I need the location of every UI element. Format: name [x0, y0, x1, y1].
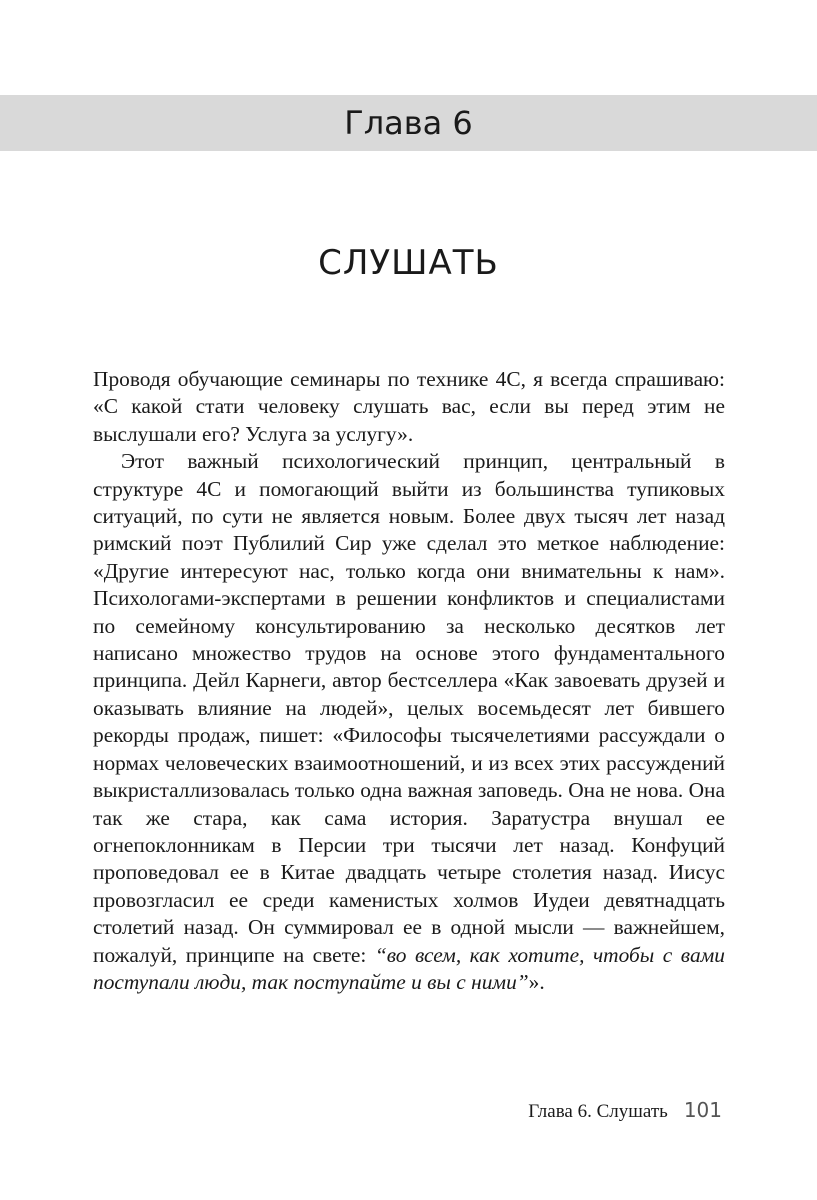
paragraph-1 [93, 366, 725, 448]
chapter-title: СЛУШАТЬ [318, 243, 499, 283]
body-text [93, 366, 725, 996]
page-number: 101 [683, 1098, 722, 1122]
paragraph-2-italic-quote: “во всем, как хотите, чтобы с вами поступали люди, так поступайте и вы с ними” [93, 942, 725, 994]
chapter-label: Глава 6 [344, 104, 473, 142]
page-footer [528, 1098, 722, 1123]
paragraph-2 [93, 448, 725, 996]
paragraph-2-text: Этот важный психологический принцип, центральный в структуре 4С и помогающий выйти из большинства тупиковых ситуаций, по сути не является новым. Более двух тысяч лет назад римский поэт Публилий Сир уже сделал это меткое наблюдение: «Другие интересуют нас, только когда они внимательны к нам». Психологами-экспертами в решении конфликтов и специалистами по семейному консультированию за несколько десятков лет написано множество трудов на основе этого фундаментального принципа. Дейл Карнеги, автор бестселлера «Как завоевать друзей и оказывать влияние на людей», целых восемьдесят лет бившего рекорды продаж, пишет: «Философы тысячелетиями рассуждали о нормах человеческих взаимоотношений, и из всех этих рассуждений выкристаллизовалась только одна важная заповедь. Она не нова. Она так же стара, как сама история. Заратустра внушал ее огнепоклонникам в Персии три тысячи лет назад. Конфуций проповедовал ее в Китае двадцать четыре столетия назад. Иисус провозгласил ее среди каменистых холмов Иудеи девятнадцать столетий назад. Он суммировал ее в одной мысли — важнейшем, пожалуй, принципе на свете: [93, 449, 725, 967]
paragraph-1-text: Проводя обучающие семинары по технике 4С, я всегда спрашиваю: «С какой стати человеку слушать вас, если вы перед этим не выслушали его? Услуга за услугу». [93, 367, 725, 446]
paragraph-2-closing: ». [528, 969, 545, 994]
running-head: Глава 6. Слушать [528, 1101, 668, 1122]
